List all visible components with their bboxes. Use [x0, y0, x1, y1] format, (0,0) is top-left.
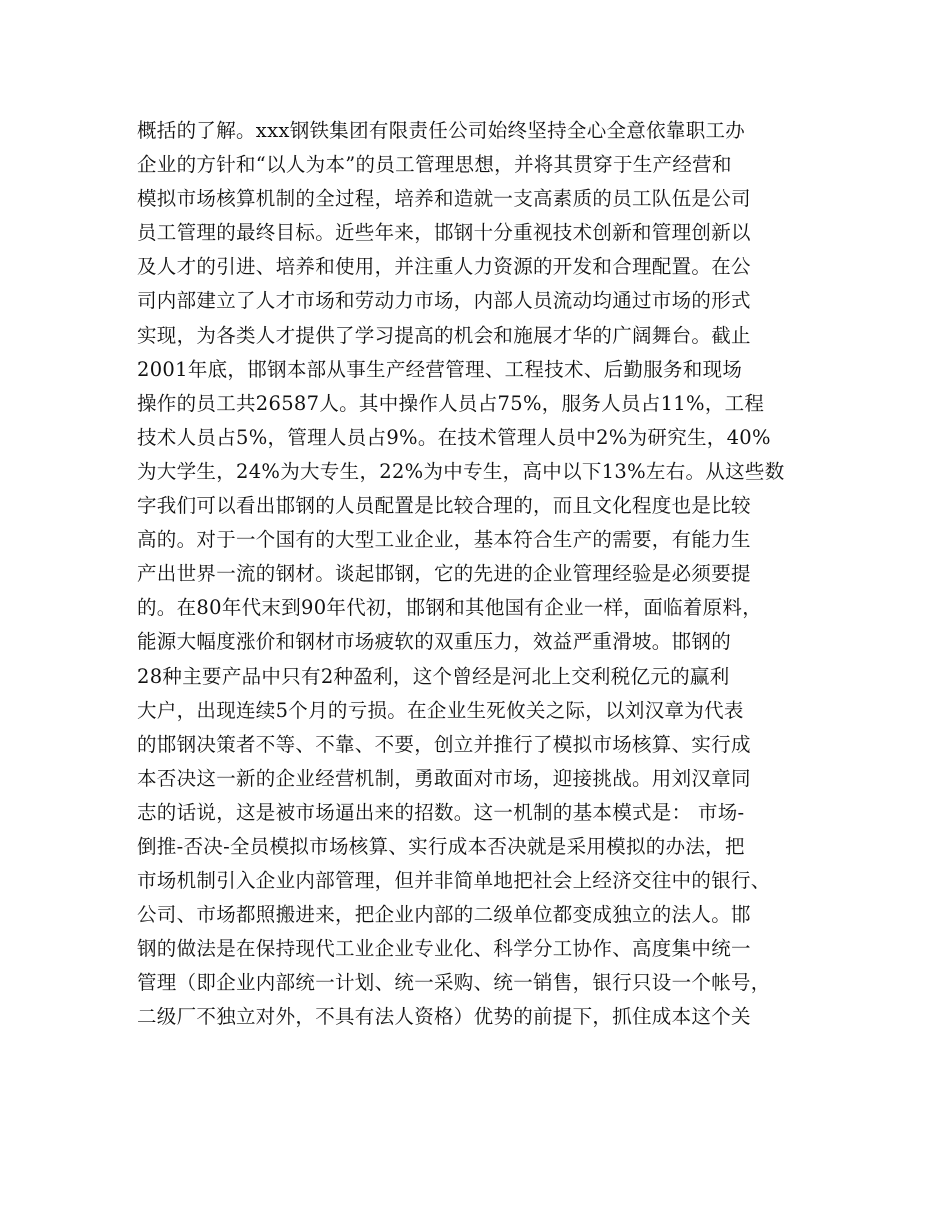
body-text [137, 114, 827, 1035]
text-line: 为大学生，24%为大专生，22%为中专生，高中以下13%左右。从这些数 [137, 459, 785, 483]
text-line: 模拟市场核算机制的全过程，培养和造就一支高素质的员工队伍是公司 [137, 187, 751, 211]
text-line: 概括的了解。xxx钢铁集团有限责任公司始终坚持全心全意依靠职工办 [137, 119, 746, 142]
text-line: 高的。对于一个国有的大型工业企业，基本符合生产的需要，有能力生 [137, 528, 751, 552]
text-line: 的。在80年代末到90年代初，邯钢和其他国有企业一样，面临着原料， [137, 596, 763, 620]
text-line: 产出世界一流的钢材。谈起邯钢，它的先进的企业管理经验是必须要提 [137, 562, 751, 586]
text-line: 字我们可以看出邯钢的人员配置是比较合理的，而且文化程度也是比较 [137, 494, 751, 518]
text-line: 公司、市场都照搬进来，把企业内部的二级单位都变成独立的法人。邯 [137, 903, 751, 927]
text-line: 的邯钢决策者不等、不靠、不要，创立并推行了模拟市场核算、实行成 [137, 732, 751, 756]
text-line: 技术人员占5%，管理人员占9%。在技术管理人员中2%为研究生，40% [137, 425, 771, 449]
text-line: 二级厂不独立对外，不具有法人资格）优势的前提下，抓住成本这个关 [137, 1005, 751, 1029]
text-line: 2001年底，邯钢本部从事生产经营管理、工程技术、后勤服务和现场 [137, 357, 743, 381]
text-line: 志的话说，这是被市场逼出来的招数。这一机制的基本模式是： 市场- [137, 800, 745, 824]
text-line: 员工管理的最终目标。近些年来，邯钢十分重视技术创新和管理创新以 [137, 221, 751, 245]
text-line: 企业的方针和“以人为本”的员工管理思想，并将其贯穿于生产经营和 [137, 153, 732, 177]
text-line: 司内部建立了人才市场和劳动力市场，内部人员流动均通过市场的形式 [137, 289, 751, 313]
text-line: 操作的员工共26587人。其中操作人员占75%，服务人员占11%，工程 [137, 391, 765, 415]
text-line: 28种主要产品中只有2种盈利，这个曾经是河北上交利税亿元的赢利 [137, 664, 730, 688]
text-line: 及人才的引进、培养和使用，并注重人力资源的开发和合理配置。在公 [137, 255, 751, 279]
text-line: 钢的做法是在保持现代工业企业专业化、科学分工协作、高度集中统一 [137, 937, 751, 961]
text-line: 大户，出现连续5个月的亏损。在企业生死攸关之际，以刘汉章为代表 [137, 698, 744, 722]
text-line: 实现，为各类人才提供了学习提高的机会和施展才华的广阔舞台。截止 [137, 323, 751, 347]
text-line: 管理（即企业内部统一计划、统一采购、统一销售，银行只设一个帐号， [137, 971, 771, 995]
text-line: 本否决这一新的企业经营机制，勇敢面对市场，迎接挑战。用刘汉章同 [137, 766, 751, 790]
text-line: 倒推-否决-全员模拟市场核算、实行成本否决就是采用模拟的办法，把 [137, 834, 745, 858]
text-line: 市场机制引入企业内部管理，但并非简单地把社会上经济交往中的银行、 [137, 869, 771, 893]
text-line: 能源大幅度涨价和钢材市场疲软的双重压力，效益严重滑坡。邯钢的 [137, 630, 732, 654]
